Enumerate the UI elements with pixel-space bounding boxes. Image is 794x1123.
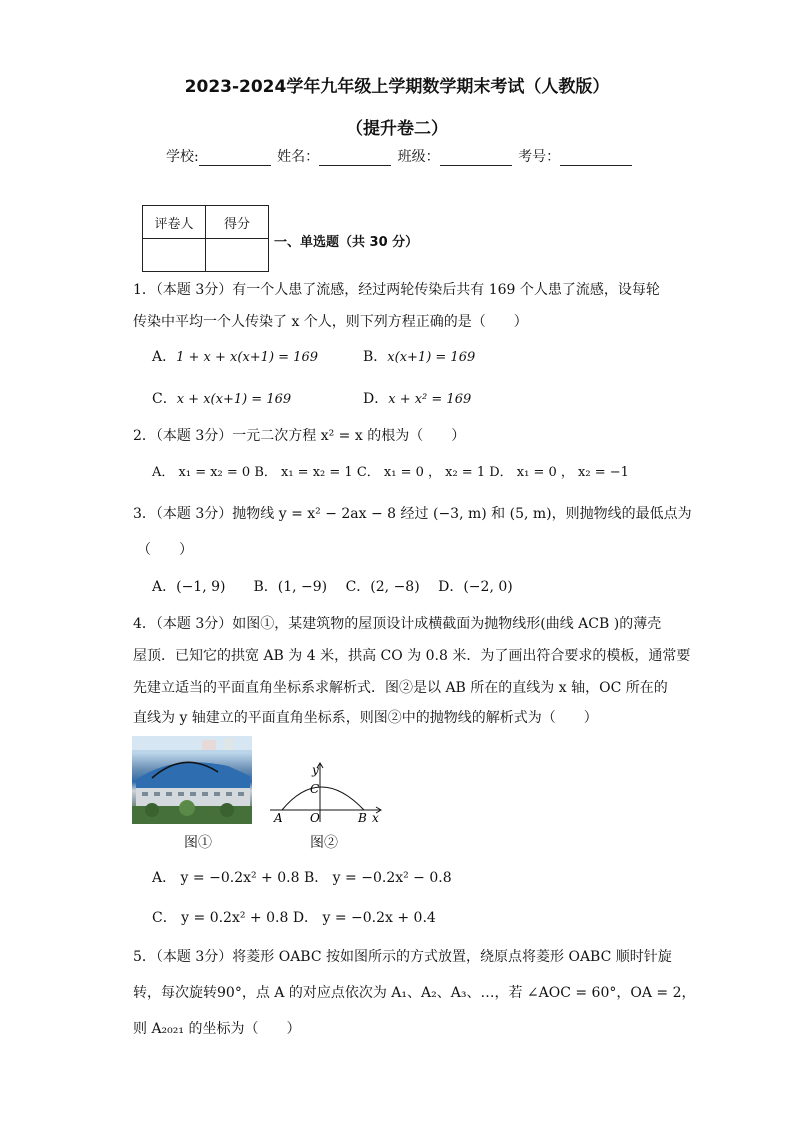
q3-text-line2: （ ） xyxy=(137,542,193,558)
option-expr: 1 + x + x(x+1) = 169 xyxy=(176,350,318,365)
score-table xyxy=(142,205,269,272)
building-photo xyxy=(132,736,252,824)
q5-text-line2: 转，每次旋转90°，点 A 的对应点依次为 A₁、A₂、A₃、…，若 ∠AOC = 60°，OA = 2， xyxy=(133,985,696,1001)
option-label: B． xyxy=(363,349,388,365)
score-header: 得分 xyxy=(206,206,269,239)
q1-text-line1: 1．（本题 3分）有一个人患了流感，经过两轮传染后共有 169 个人患了流感，设每轮 xyxy=(133,282,660,298)
grader-header: 评卷人 xyxy=(143,206,206,239)
name-blank[interactable] xyxy=(319,151,391,166)
y-label: y xyxy=(312,763,319,777)
school-blank[interactable] xyxy=(199,151,271,166)
q1-text-line2: 传染中平均一个人传染了 x 个人，则下列方程正确的是（ ） xyxy=(133,314,528,330)
q5-text-line1: 5．（本题 3分）将菱形 OABC 按如图所示的方式放置，绕原点将菱形 OABC 顺时针旋 xyxy=(133,949,672,965)
q2-text-line1: 2．（本题 3分）一元二次方程 x² = x 的根为（ ） xyxy=(133,428,466,444)
q4-options-ab[interactable]: A． y = −0.2x² + 0.8 B． y = −0.2x² − 0.8 xyxy=(152,870,452,886)
q3-options[interactable]: A．(−1, 9) B．(1, −9) C．(2, −8) D．(−2, 0) xyxy=(152,579,513,595)
x-label: x xyxy=(372,811,379,825)
page-title: 2023-2024学年九年级上学期数学期末考试（人教版） xyxy=(184,77,610,97)
q4-text-line4: 直线为 y 轴建立的平面直角坐标系，则图②中的抛物线的解析式为（ ） xyxy=(133,710,598,726)
q4-text-line3: 先建立适当的平面直角坐标系求解析式．图②是以 AB 所在的直线为 x 轴，OC 所在的 xyxy=(133,680,668,696)
q1-option-a[interactable] xyxy=(152,346,318,366)
section-title: 一、单选题（共 30 分） xyxy=(274,235,419,250)
parabola-diagram xyxy=(268,760,388,830)
exam-number-blank[interactable] xyxy=(560,151,632,166)
point-o-label: O xyxy=(310,811,320,825)
grader-cell[interactable] xyxy=(143,239,206,272)
q1-option-c[interactable] xyxy=(152,388,291,408)
student-info-fields xyxy=(166,146,634,166)
score-cell[interactable] xyxy=(206,239,269,272)
point-a-label: A xyxy=(274,811,283,825)
q4-text-line2: 屋顶．已知它的拱宽 AB 为 4 米，拱高 CO 为 0.8 米．为了画出符合要求的模板，通常要 xyxy=(133,648,691,664)
option-label: C． xyxy=(152,391,177,407)
figure-2-caption: 图② xyxy=(310,835,338,851)
class-blank[interactable] xyxy=(440,151,512,166)
option-label: A． xyxy=(152,349,177,365)
point-b-label: B xyxy=(358,811,367,825)
option-label: D． xyxy=(363,391,389,407)
q4-options-cd[interactable]: C． y = 0.2x² + 0.8 D． y = −0.2x + 0.4 xyxy=(152,910,436,926)
q2-options[interactable]: A． x₁ = x₂ = 0 B． x₁ = x₂ = 1 C． x₁ = 0 ， x₂ = 1 D． x₁ = 0 ， x₂ = −1 xyxy=(152,465,629,480)
school-label: 学校: xyxy=(166,149,199,165)
option-expr: x + x(x+1) = 169 xyxy=(176,392,292,407)
option-expr: x(x+1) = 169 xyxy=(387,350,476,365)
q5-text-line3: 则 A₂₀₂₁ 的坐标为（ ） xyxy=(133,1021,301,1037)
figure-1-caption: 图① xyxy=(184,835,212,851)
building-photo-drawing xyxy=(132,736,252,824)
q1-option-d[interactable] xyxy=(363,388,471,408)
q1-option-b[interactable] xyxy=(363,346,475,366)
exam-number-label: 考号： xyxy=(518,149,561,165)
class-label: 班级： xyxy=(397,149,440,165)
point-c-label: C xyxy=(310,782,320,796)
name-label: 姓名： xyxy=(277,149,320,165)
q3-text-line1: 3．（本题 3分）抛物线 y = x² − 2ax − 8 经过 (−3, m) 和 (5, m)，则抛物线的最低点为 xyxy=(133,506,692,522)
parabola-curve xyxy=(282,787,364,810)
option-expr: x + x² = 169 xyxy=(388,392,472,407)
page-subtitle: （提升卷二） xyxy=(346,119,448,139)
q4-text-line1: 4．（本题 3分）如图①，某建筑物的屋顶设计成横截面为抛物线形(曲线 ACB )的薄壳 xyxy=(133,616,662,632)
